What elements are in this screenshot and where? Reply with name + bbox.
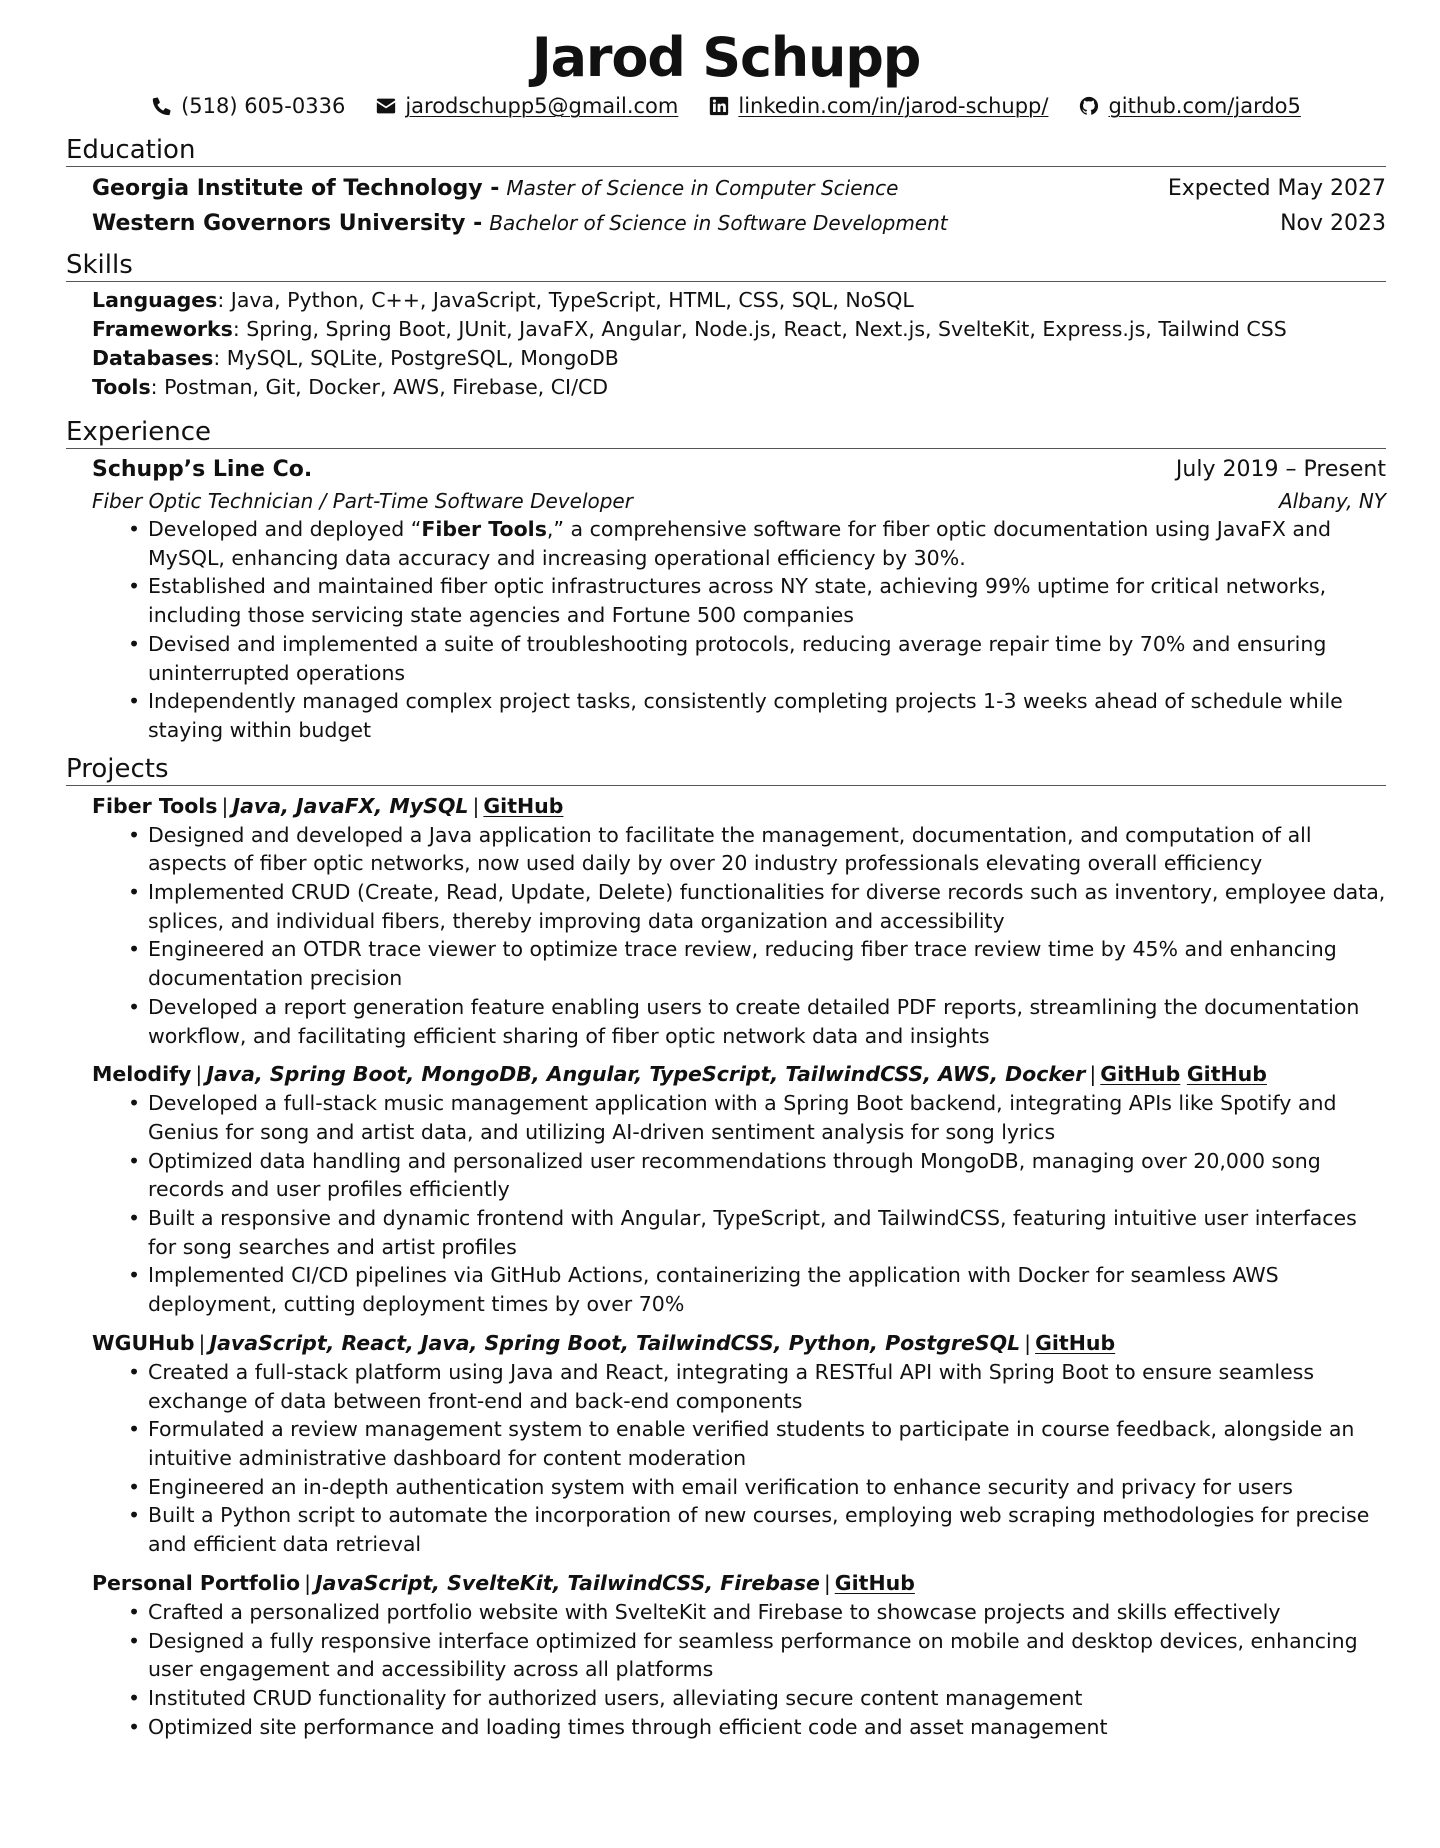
phone-icon (151, 95, 173, 117)
list-item: • Crafted a personalized portfolio website with SvelteKit and Firebase to showcase projects and skills effectively (148, 1598, 1386, 1627)
skill-category: Frameworks (92, 317, 233, 341)
list-item: • Engineered an in-depth authentication system with email verification to enhance security and privacy for users (148, 1473, 1386, 1502)
separator: | (221, 793, 229, 818)
list-item: • Independently managed complex project tasks, consistently completing projects 1-3 weeks ahead of schedule while staying within budget (148, 687, 1386, 744)
linkedin-icon (708, 95, 730, 117)
project-name: Melodify (92, 1062, 192, 1087)
list-item: • Formulated a review management system to enable verified students to participate in course feedback, alongside an intuitive administrative dashboard for content moderation (148, 1415, 1386, 1472)
contact-linkedin[interactable] (708, 92, 1048, 120)
education-date: Nov 2023 (1280, 211, 1386, 236)
company-name: Schupp’s Line Co. (92, 457, 313, 482)
education-heading: Education (66, 134, 1386, 167)
school-name: Western Governors University - (92, 211, 483, 236)
skill-row (92, 315, 1386, 344)
list-item: • Designed and developed a Java application to facilitate the management, documentation, and computation of all aspects of fiber optic networks, now used daily by over 20 industry professionals elevating overall efficiency (148, 821, 1386, 878)
job-role: Fiber Optic Technician / Part-Time Software Developer (92, 489, 633, 513)
job-location: Albany, NY (1278, 489, 1386, 513)
project-tech: Java, JavaFX, MySQL (232, 793, 469, 818)
degree-name: Master of Science in Computer Science (506, 176, 899, 200)
project-entry (66, 1329, 1386, 1559)
contact-email[interactable] (375, 92, 678, 120)
list-item: • Developed a full-stack music management application with a Spring Boot backend, integrating APIs like Spotify and Genius for song and artist data, and utilizing AI-driven sentiment analysis for song lyrics (148, 1089, 1386, 1146)
skill-row (92, 286, 1386, 315)
project-entry (66, 792, 1386, 1051)
list-item: • Optimized site performance and loading times through efficient code and asset management (148, 1713, 1386, 1742)
skill-row (92, 373, 1386, 402)
project-entry (66, 1060, 1386, 1319)
list-item: • Instituted CRUD functionality for authorized users, alleviating secure content management (148, 1684, 1386, 1713)
project-bullets (66, 1358, 1386, 1559)
skill-values: : MySQL, SQLite, PostgreSQL, MongoDB (213, 346, 619, 370)
project-header (66, 1329, 1386, 1358)
separator: | (195, 1062, 203, 1087)
skill-values: : Spring, Spring Boot, JUnit, JavaFX, Angular, Node.js, React, Next.js, SvelteKit, Express.js, Tailwind CSS (232, 317, 1287, 341)
experience-section (66, 416, 1386, 745)
education-section (66, 134, 1386, 241)
separator: | (1024, 1330, 1032, 1355)
project-bullets (66, 821, 1386, 1051)
job-subheader (66, 487, 1386, 515)
envelope-icon (375, 95, 397, 117)
list-item: • Designed a fully responsive interface optimized for seamless performance on mobile and desktop devices, enhancing user engagement and accessibility across all platforms (148, 1627, 1386, 1684)
education-entry (66, 171, 1386, 206)
list-item: • Created a full-stack platform using Java and React, integrating a RESTful API with Spring Boot to ensure seamless exchange of data between front-end and back-end components (148, 1358, 1386, 1415)
experience-heading: Experience (66, 416, 1386, 449)
project-entry (66, 1569, 1386, 1742)
list-item: • Established and maintained fiber optic infrastructures across NY state, achieving 99% uptime for critical networks, including those servicing state agencies and Fortune 500 companies (148, 572, 1386, 629)
contact-bar (66, 92, 1386, 120)
separator: | (823, 1570, 831, 1595)
list-item: • Developed and deployed “Fiber Tools,” a comprehensive software for fiber optic documentation using JavaFX and MySQL, enhancing data accuracy and increasing operational efficiency by 30%. (148, 515, 1386, 572)
list-item: • Devised and implemented a suite of troubleshooting protocols, reducing average repair time by 70% and ensuring uninterrupted operations (148, 630, 1386, 687)
job-header (66, 453, 1386, 487)
skill-values: : Postman, Git, Docker, AWS, Firebase, CI/CD (150, 375, 609, 399)
degree-name: Bachelor of Science in Software Development (489, 211, 948, 235)
github-icon (1078, 95, 1100, 117)
project-github-link[interactable]: GitHub (1186, 1062, 1267, 1087)
project-name: Personal Portfolio (92, 1570, 301, 1595)
list-item: • Optimized data handling and personalized user recommendations through MongoDB, managing over 20,000 song records and user profiles efficiently (148, 1147, 1386, 1204)
skill-values: : Java, Python, C++, JavaScript, TypeScript, HTML, CSS, SQL, NoSQL (217, 288, 914, 312)
separator: | (198, 1330, 206, 1355)
education-entry (66, 206, 1386, 241)
project-name: Fiber Tools (92, 793, 218, 818)
project-github-link[interactable]: GitHub (834, 1570, 915, 1595)
list-item: • Developed a report generation feature enabling users to create detailed PDF reports, streamlining the documentation workflow, and facilitating efficient sharing of fiber optic network data and insights (148, 993, 1386, 1050)
separator: | (472, 793, 480, 818)
project-github-link[interactable]: GitHub (1035, 1330, 1116, 1355)
project-header (66, 1060, 1386, 1089)
separator: | (1089, 1062, 1097, 1087)
linkedin-link[interactable]: linkedin.com/in/jarod-schupp/ (738, 94, 1049, 118)
email-link[interactable]: jarodschupp5@gmail.com (405, 94, 679, 118)
skill-row (92, 344, 1386, 373)
project-bullets (66, 1598, 1386, 1742)
phone-text: (518) 605-0336 (181, 94, 346, 118)
projects-section (66, 753, 1386, 1742)
project-header (66, 1569, 1386, 1598)
job-bullets (66, 515, 1386, 745)
github-link[interactable]: github.com/jardo5 (1108, 94, 1301, 118)
skills-heading: Skills (66, 249, 1386, 282)
project-tech: JavaScript, SvelteKit, TailwindCSS, Firebase (315, 1570, 820, 1595)
list-item: • Built a Python script to automate the incorporation of new courses, employing web scraping methodologies for precise and efficient data retrieval (148, 1501, 1386, 1558)
contact-phone (151, 92, 345, 120)
list-item: • Implemented CI/CD pipelines via GitHub Actions, containerizing the application with Docker for seamless AWS deployment, cutting deployment times by over 70% (148, 1261, 1386, 1318)
project-name: WGUHub (92, 1330, 195, 1355)
skill-category: Languages (92, 288, 218, 312)
resume-content (66, 26, 1386, 1751)
list-item: • Engineered an OTDR trace viewer to optimize trace review, reducing fiber trace review time by 45% and enhancing documentation precision (148, 935, 1386, 992)
school-name: Georgia Institute of Technology - (92, 176, 500, 201)
education-date: Expected May 2027 (1167, 176, 1386, 201)
fiber-tools-highlight: Fiber Tools (421, 517, 547, 541)
skills-section (66, 249, 1386, 402)
skill-category: Tools (92, 375, 151, 399)
list-item: • Implemented CRUD (Create, Read, Update, Delete) functionalities for diverse records such as inventory, employee data, splices, and individual fibers, thereby improving data organization and accessibility (148, 878, 1386, 935)
project-bullets (66, 1089, 1386, 1319)
separator: | (304, 1570, 311, 1595)
project-github-link[interactable]: GitHub (483, 793, 564, 818)
project-tech: JavaScript, React, Java, Spring Boot, TailwindCSS, Python, PostgreSQL (209, 1330, 1021, 1355)
project-tech: Java, Spring Boot, MongoDB, Angular, TypeScript, TailwindCSS, AWS, Docker (206, 1062, 1086, 1087)
resume-name: Jarod Schupp (531, 26, 921, 89)
contact-github[interactable] (1078, 92, 1300, 120)
projects-heading: Projects (66, 753, 1386, 786)
skill-category: Databases (92, 346, 214, 370)
job-dates: July 2019 – Present (1175, 457, 1386, 482)
project-header (66, 792, 1386, 821)
skills-list (66, 286, 1386, 402)
project-github-link[interactable]: GitHub (1100, 1062, 1181, 1087)
list-item: • Built a responsive and dynamic frontend with Angular, TypeScript, and TailwindCSS, featuring intuitive user interfaces for song searches and artist profiles (148, 1204, 1386, 1261)
